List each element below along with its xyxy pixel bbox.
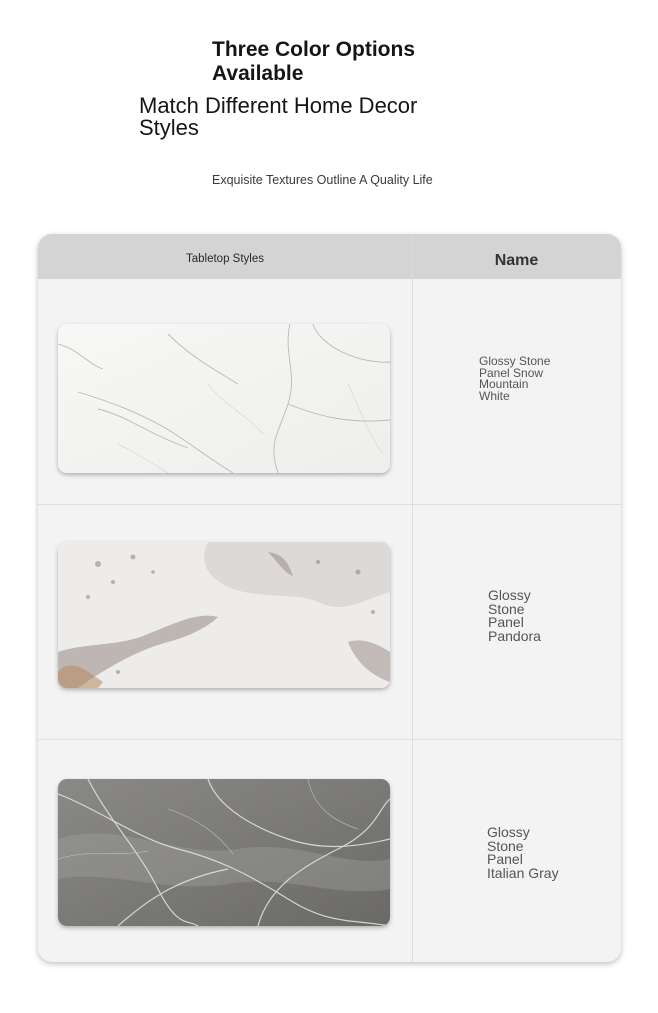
- name-line: Panel Snow: [479, 365, 544, 380]
- page-title: [212, 38, 512, 86]
- panel-image-italian-gray: [58, 779, 390, 926]
- name-line: Panel: [487, 851, 523, 867]
- styles-table: [38, 234, 621, 962]
- name-cell-italian-gray: [487, 826, 559, 880]
- column-header-name: Name: [494, 252, 539, 269]
- tagline: Exquisite Textures Outline A Quality Life: [212, 173, 433, 187]
- name-line: Stone: [487, 837, 524, 854]
- title-line-1: Three Color Options: [212, 38, 416, 61]
- name-line: Mountain: [479, 377, 529, 391]
- title-line-2: Available: [212, 62, 304, 85]
- column-header-tabletop-styles: Tabletop Styles: [186, 253, 264, 265]
- subtitle-line-2: Styles: [139, 115, 199, 140]
- column-divider: [412, 234, 413, 962]
- row-divider: [38, 504, 621, 505]
- name-line: Pandora: [488, 627, 541, 644]
- subtitle-line-1: Match Different Home Decor: [139, 93, 418, 118]
- name-line: Glossy Stone: [479, 354, 551, 368]
- row-divider: [38, 739, 621, 740]
- panel-image-snow-mountain-white: [58, 324, 390, 473]
- panel-image-pandora: [58, 542, 390, 688]
- name-line: Italian Gray: [487, 864, 559, 881]
- name-cell-pandora: [488, 589, 541, 643]
- name-line: Glossy: [487, 824, 530, 840]
- name-cell-snow-mountain-white: [479, 356, 550, 402]
- name-line: Glossy: [488, 587, 531, 603]
- name-line: Panel: [488, 614, 524, 630]
- page-subtitle: [139, 95, 519, 139]
- name-line: White: [479, 388, 510, 403]
- name-line: Stone: [488, 600, 525, 617]
- table-header: [38, 234, 621, 279]
